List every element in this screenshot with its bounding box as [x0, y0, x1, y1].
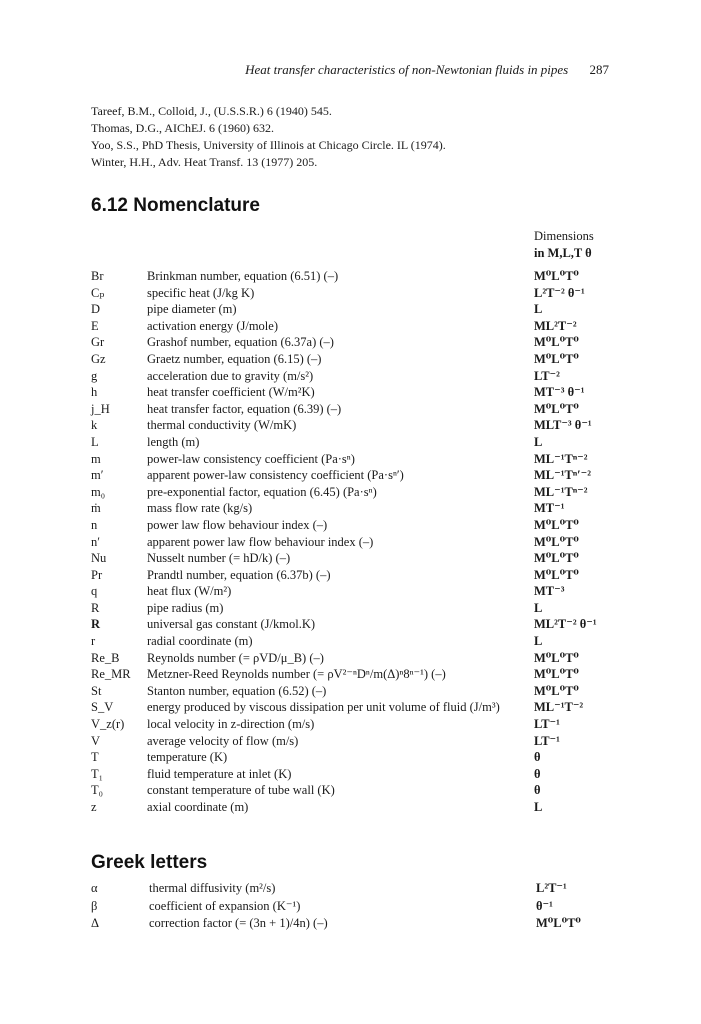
nomenclature-table — [91, 268, 621, 816]
symbol: m — [91, 451, 101, 466]
table-row — [91, 368, 621, 385]
dimensions: θ — [534, 766, 541, 781]
table-row — [91, 749, 621, 766]
dimensions: L — [534, 434, 543, 449]
table-row — [91, 567, 621, 584]
symbol: r — [91, 634, 96, 649]
dimensions: M⁰L⁰T⁰ — [534, 683, 579, 698]
dimensions: M⁰L⁰T⁰ — [534, 351, 579, 366]
table-row — [91, 467, 621, 484]
description: local velocity in z-direction (m/s) — [147, 717, 315, 732]
symbol: V_z(r) — [91, 717, 125, 732]
symbol: n — [91, 517, 98, 532]
dimensions: M⁰L⁰T⁰ — [534, 567, 579, 582]
description: pre-exponential factor, equation (6.45) (Pa·sⁿ) — [147, 484, 377, 499]
description: activation energy (J/mole) — [147, 318, 278, 333]
symbol: Re_MR — [91, 667, 131, 682]
table-row — [91, 268, 621, 285]
running-head — [245, 62, 609, 78]
symbol: Gz — [91, 351, 106, 366]
description: Brinkman number, equation (6.51) (–) — [147, 269, 339, 283]
description: Graetz number, equation (6.15) (–) — [147, 351, 322, 366]
dimensions: ML²T⁻² θ⁻¹ — [534, 617, 597, 632]
description: constant temperature of tube wall (K) — [147, 783, 335, 798]
symbol: L — [91, 434, 99, 449]
description: fluid temperature at inlet (K) — [147, 766, 292, 781]
description: correction factor (= (3n + 1)/4n) (–) — [149, 916, 328, 930]
running-title: Heat transfer characteristics of non-Newtonian fluids in pipes — [245, 62, 569, 77]
table-row — [91, 766, 621, 783]
dimensions: L — [534, 302, 543, 317]
symbol: Pr — [91, 567, 103, 582]
dimensions: L — [534, 634, 543, 649]
symbol: α — [91, 881, 98, 895]
symbol: T₁ — [91, 766, 103, 781]
table-row — [91, 782, 621, 799]
dimensions: M⁰L⁰T⁰ — [534, 650, 579, 665]
table-row — [91, 880, 621, 898]
dimensions: L²T⁻¹ — [536, 881, 567, 895]
table-row — [91, 633, 621, 650]
dimensions: LT⁻¹ — [534, 717, 560, 732]
symbol: ṁ — [91, 501, 101, 516]
symbol: n′ — [91, 534, 100, 549]
reference-item: Winter, H.H., Adv. Heat Transf. 13 (1977) 205. — [91, 155, 318, 169]
dimensions: MT⁻³ θ⁻¹ — [534, 385, 585, 400]
description: thermal conductivity (W/mK) — [147, 418, 297, 433]
symbol: β — [91, 898, 98, 913]
dimensions: L²T⁻² θ⁻¹ — [534, 285, 585, 300]
table-row — [91, 683, 621, 700]
table-row — [91, 600, 621, 617]
table-row — [91, 301, 621, 318]
symbol: Re_B — [91, 650, 120, 665]
description: Grashof number, equation (6.37a) (–) — [147, 335, 334, 350]
table-row — [91, 583, 621, 600]
dimensions: M⁰L⁰T⁰ — [534, 534, 579, 549]
description: Metzner-Reed Reynolds number (= ρV²⁻ⁿDⁿ/m(Δ)ⁿ8ⁿ⁻¹) (–) — [147, 667, 446, 682]
symbol: q — [91, 584, 98, 599]
table-row — [91, 534, 621, 551]
dimensions: MLT⁻³ θ⁻¹ — [534, 418, 592, 433]
table-row — [91, 384, 621, 401]
symbol: T — [91, 750, 99, 765]
nomenclature-heading: 6.12 Nomenclature — [91, 195, 260, 216]
description: pipe diameter (m) — [147, 302, 237, 317]
description: apparent power-law consistency coefficient (Pa·sⁿ′) — [147, 468, 404, 483]
symbol: m′ — [91, 468, 104, 483]
dimensions: MT⁻¹ — [534, 501, 565, 516]
table-row — [91, 799, 621, 816]
symbol: St — [91, 683, 102, 698]
table-row — [91, 334, 621, 351]
dimensions: ML²T⁻² — [534, 318, 577, 333]
table-row — [91, 318, 621, 335]
table-row — [91, 550, 621, 567]
greek-letters-table — [91, 880, 621, 933]
symbol: Cₚ — [91, 285, 105, 300]
symbol: R — [91, 617, 101, 632]
dimensions: θ — [534, 783, 541, 798]
symbol: Gr — [91, 335, 105, 350]
description: average velocity of flow (m/s) — [147, 733, 299, 748]
dimensions: M⁰L⁰T⁰ — [534, 667, 579, 682]
dimensions-header-line1: Dimensions — [534, 229, 594, 243]
symbol: Δ — [91, 916, 100, 930]
description: Nusselt number (= hD/k) (–) — [147, 551, 291, 566]
description: Prandtl number, equation (6.37b) (–) — [147, 567, 331, 582]
description: axial coordinate (m) — [147, 800, 249, 814]
description: energy produced by viscous dissipation per unit volume of fluid (J/m³) — [147, 700, 500, 715]
table-row — [91, 434, 621, 451]
dimensions: M⁰L⁰T⁰ — [536, 916, 581, 930]
description: thermal diffusivity (m²/s) — [149, 881, 276, 895]
dimensions: M⁰L⁰T⁰ — [534, 269, 579, 283]
table-row — [91, 500, 621, 517]
dimensions: ML⁻¹Tⁿ⁻² — [534, 484, 588, 499]
dimensions: ML⁻¹T⁻² — [534, 700, 584, 715]
symbol: m₀ — [91, 484, 106, 499]
description: Stanton number, equation (6.52) (–) — [147, 683, 327, 698]
dimensions: M⁰L⁰T⁰ — [534, 517, 579, 532]
greek-letters-heading: Greek letters — [91, 852, 208, 873]
dimensions: θ⁻¹ — [536, 898, 553, 913]
table-row — [91, 898, 621, 916]
table-row — [91, 401, 621, 418]
table-row — [91, 517, 621, 534]
description: apparent power law flow behaviour index (–) — [147, 534, 374, 549]
page-number: 287 — [589, 62, 609, 77]
table-row — [91, 484, 621, 501]
table-row — [91, 666, 621, 683]
description: mass flow rate (kg/s) — [147, 501, 253, 516]
symbol: Nu — [91, 551, 107, 566]
reference-item: Tareef, B.M., Colloid, J., (U.S.S.R.) 6 (1940) 545. — [91, 104, 332, 118]
table-row — [91, 285, 621, 302]
dimensions: M⁰L⁰T⁰ — [534, 335, 579, 350]
reference-item: Thomas, D.G., AIChEJ. 6 (1960) 632. — [91, 121, 274, 135]
description: power-law consistency coefficient (Pa·sⁿ) — [147, 451, 355, 466]
symbol: T₀ — [91, 783, 103, 798]
dimensions: θ — [534, 750, 541, 765]
symbol: S_V — [91, 700, 114, 715]
description: heat flux (W/m²) — [147, 584, 232, 599]
dimensions: M⁰L⁰T⁰ — [534, 401, 579, 416]
symbol: V — [91, 733, 101, 748]
table-row — [91, 616, 621, 633]
description: universal gas constant (J/kmol.K) — [147, 617, 316, 632]
dimensions: ML⁻¹Tⁿ′⁻² — [534, 468, 592, 483]
dimensions: LT⁻² — [534, 368, 560, 383]
reference-item: Yoo, S.S., PhD Thesis, University of Illinois at Chicago Circle. IL (1974). — [91, 138, 446, 152]
description: heat transfer coefficient (W/m²K) — [147, 385, 315, 400]
description: radial coordinate (m) — [147, 634, 253, 649]
symbol: D — [91, 302, 101, 317]
description: specific heat (J/kg K) — [147, 285, 255, 300]
description: acceleration due to gravity (m/s²) — [147, 368, 314, 383]
dimensions: L — [534, 600, 543, 615]
symbol: z — [91, 800, 97, 814]
description: length (m) — [147, 434, 200, 449]
description: coefficient of expansion (K⁻¹) — [149, 898, 301, 913]
dimensions: L — [534, 800, 543, 814]
table-row — [91, 915, 621, 933]
reference-list — [91, 103, 446, 171]
table-row — [91, 417, 621, 434]
dimensions: LT⁻¹ — [534, 733, 560, 748]
description: temperature (K) — [147, 750, 228, 765]
table-row — [91, 650, 621, 667]
symbol: k — [91, 418, 98, 433]
symbol: j_H — [91, 401, 110, 416]
symbol: g — [91, 368, 98, 383]
symbol: R — [91, 600, 100, 615]
table-row — [91, 733, 621, 750]
dimensions-header-line2: in M,L,T θ — [534, 246, 592, 260]
table-row — [91, 351, 621, 368]
description: power law flow behaviour index (–) — [147, 517, 328, 532]
table-row — [91, 699, 621, 716]
symbol: E — [91, 318, 99, 333]
description: pipe radius (m) — [147, 600, 224, 615]
dimensions: MT⁻³ — [534, 584, 565, 599]
symbol: h — [91, 385, 98, 400]
dimensions: M⁰L⁰T⁰ — [534, 551, 579, 566]
description: heat transfer factor, equation (6.39) (–) — [147, 401, 342, 416]
table-row — [91, 451, 621, 468]
description: Reynolds number (= ρVD/μ_B) (–) — [147, 650, 324, 665]
dimensions-header — [534, 228, 594, 262]
dimensions: ML⁻¹Tⁿ⁻² — [534, 451, 588, 466]
table-row — [91, 716, 621, 733]
symbol: Br — [91, 269, 104, 283]
